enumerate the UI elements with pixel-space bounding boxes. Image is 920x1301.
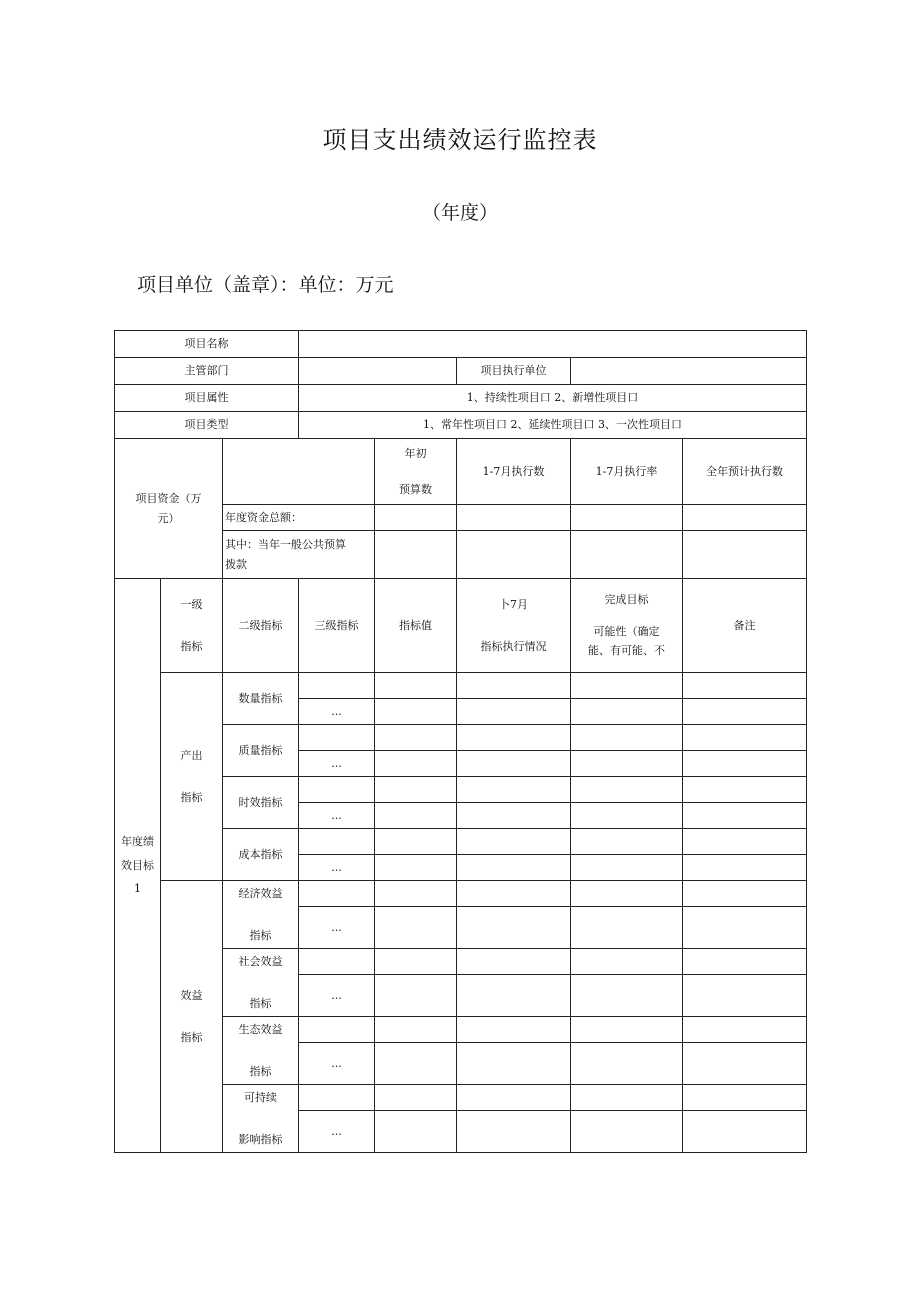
general-budget-rate[interactable] [571, 531, 683, 579]
l3-ellipsis[interactable]: ... [299, 1043, 375, 1085]
value-cell[interactable] [375, 855, 457, 881]
l3-cell[interactable] [299, 777, 375, 803]
quantity-indicator: 数量指标 [223, 673, 299, 725]
h-remark: 备注 [683, 579, 807, 673]
attribute-label: 项目属性 [115, 385, 299, 412]
quality-indicator: 质量指标 [223, 725, 299, 777]
remark-cell[interactable] [683, 673, 807, 699]
status-cell[interactable] [457, 855, 571, 881]
project-name-label: 项目名称 [115, 331, 299, 358]
remark-cell[interactable] [683, 1017, 807, 1043]
funds-label: 项目资金（万 元） [115, 439, 223, 579]
h-value: 指标值 [375, 579, 457, 673]
remark-cell[interactable] [683, 855, 807, 881]
l3-ellipsis[interactable]: ... [299, 855, 375, 881]
status-cell[interactable] [457, 1017, 571, 1043]
general-budget-label: 其中：当年一般公共预算 拨款 [223, 531, 375, 579]
remark-cell[interactable] [683, 803, 807, 829]
remark-cell[interactable] [683, 699, 807, 725]
l3-cell[interactable] [299, 949, 375, 975]
attribute-options[interactable]: 1、持续性项目口 2、新增性项目口 [299, 385, 807, 412]
remark-cell[interactable] [683, 725, 807, 751]
l3-cell[interactable] [299, 1017, 375, 1043]
col-initial-budget: 年初 预算数 [375, 439, 457, 505]
status-cell[interactable] [457, 725, 571, 751]
complete-cell[interactable] [571, 1043, 683, 1085]
status-cell[interactable] [457, 777, 571, 803]
general-budget-full[interactable] [683, 531, 807, 579]
annual-target-label: 年度绩 效目标 1 [115, 579, 161, 1153]
annual-total-rate[interactable] [571, 505, 683, 531]
page-subtitle: （年度） [421, 202, 498, 224]
row-type [115, 412, 807, 439]
complete-cell[interactable] [571, 725, 683, 751]
value-cell[interactable] [375, 725, 457, 751]
annual-total-initial[interactable] [375, 505, 457, 531]
social-indicator: 社会效益 指标 [223, 949, 299, 1017]
cost-indicator: 成本指标 [223, 829, 299, 881]
complete-cell[interactable] [571, 777, 683, 803]
complete-cell[interactable] [571, 829, 683, 855]
value-cell[interactable] [375, 975, 457, 1017]
remark-cell[interactable] [683, 751, 807, 777]
remark-cell[interactable] [683, 881, 807, 907]
l3-cell[interactable] [299, 673, 375, 699]
funds-blank [223, 439, 375, 505]
row-indicator-header [115, 579, 807, 673]
complete-cell[interactable] [571, 855, 683, 881]
complete-cell[interactable] [571, 907, 683, 949]
value-cell[interactable] [375, 1017, 457, 1043]
row-attribute [115, 385, 807, 412]
l3-ellipsis[interactable]: ... [299, 907, 375, 949]
annual-total-full[interactable] [683, 505, 807, 531]
remark-cell[interactable] [683, 1085, 807, 1111]
economic-indicator: 经济效益 指标 [223, 881, 299, 949]
status-cell[interactable] [457, 673, 571, 699]
col-exec-count: 1-7月执行数 [457, 439, 571, 505]
value-cell[interactable] [375, 1085, 457, 1111]
h-status: 卜7月 指标执行情况 [457, 579, 571, 673]
competent-dept-value[interactable] [299, 358, 457, 385]
complete-cell[interactable] [571, 803, 683, 829]
row-funds-header [115, 439, 807, 505]
col-full-year: 全年预计执行数 [683, 439, 807, 505]
row-project-name [115, 331, 807, 358]
h-level3: 三级指标 [299, 579, 375, 673]
status-cell[interactable] [457, 949, 571, 975]
h-level1: 一级 指标 [161, 579, 223, 673]
l3-ellipsis[interactable]: ... [299, 751, 375, 777]
complete-cell[interactable] [571, 1085, 683, 1111]
h-level2: 二级指标 [223, 579, 299, 673]
remark-cell[interactable] [683, 777, 807, 803]
page-title: 项目支出绩效运行监控表 [322, 126, 598, 154]
value-cell[interactable] [375, 1111, 457, 1153]
complete-cell[interactable] [571, 881, 683, 907]
l3-ellipsis[interactable]: ... [299, 803, 375, 829]
complete-cell[interactable] [571, 975, 683, 1017]
remark-cell[interactable] [683, 1043, 807, 1085]
type-label: 项目类型 [115, 412, 299, 439]
type-options[interactable]: 1、常年性项目口 2、延续性项目口 3、一次性项目口 [299, 412, 807, 439]
complete-cell[interactable] [571, 751, 683, 777]
remark-cell[interactable] [683, 907, 807, 949]
status-cell[interactable] [457, 699, 571, 725]
complete-cell[interactable] [571, 949, 683, 975]
row-competent-dept [115, 358, 807, 385]
row-economic-1 [115, 881, 807, 907]
h-complete: 完成目标 可能性（确定 能、有可能、不 [571, 579, 683, 673]
monitor-table [114, 330, 807, 1153]
status-cell[interactable] [457, 1043, 571, 1085]
value-cell[interactable] [375, 673, 457, 699]
remark-cell[interactable] [683, 1111, 807, 1153]
eco-indicator: 生态效益 指标 [223, 1017, 299, 1085]
general-budget-count[interactable] [457, 531, 571, 579]
annual-total-count[interactable] [457, 505, 571, 531]
remark-cell[interactable] [683, 829, 807, 855]
l3-cell[interactable] [299, 829, 375, 855]
value-cell[interactable] [375, 949, 457, 975]
status-cell[interactable] [457, 975, 571, 1017]
value-cell[interactable] [375, 1043, 457, 1085]
l3-cell[interactable] [299, 1085, 375, 1111]
status-cell[interactable] [457, 1111, 571, 1153]
status-cell[interactable] [457, 751, 571, 777]
exec-unit-value[interactable] [571, 358, 807, 385]
l3-cell[interactable] [299, 725, 375, 751]
value-cell[interactable] [375, 829, 457, 855]
value-cell[interactable] [375, 751, 457, 777]
value-cell[interactable] [375, 699, 457, 725]
complete-cell[interactable] [571, 699, 683, 725]
value-cell[interactable] [375, 881, 457, 907]
col-exec-rate: 1-7月执行率 [571, 439, 683, 505]
l3-ellipsis[interactable]: ... [299, 975, 375, 1017]
annual-total-label: 年度资金总额： [223, 505, 375, 531]
status-cell[interactable] [457, 803, 571, 829]
output-indicator: 产出 指标 [161, 673, 223, 881]
remark-cell[interactable] [683, 949, 807, 975]
unit-line: 项目单位（盖章）：单位：万元 [137, 274, 394, 296]
status-cell[interactable] [457, 1085, 571, 1111]
complete-cell[interactable] [571, 1111, 683, 1153]
complete-cell[interactable] [571, 1017, 683, 1043]
value-cell[interactable] [375, 907, 457, 949]
complete-cell[interactable] [571, 673, 683, 699]
status-cell[interactable] [457, 829, 571, 855]
l3-cell[interactable] [299, 881, 375, 907]
competent-dept-label: 主管部门 [115, 358, 299, 385]
remark-cell[interactable] [683, 975, 807, 1017]
project-name-value[interactable] [299, 331, 807, 358]
timeliness-indicator: 时效指标 [223, 777, 299, 829]
sustain-indicator: 可持续 影响指标 [223, 1085, 299, 1153]
value-cell[interactable] [375, 777, 457, 803]
value-cell[interactable] [375, 803, 457, 829]
benefit-indicator: 效益 指标 [161, 881, 223, 1153]
status-cell[interactable] [457, 907, 571, 949]
exec-unit-label: 项目执行单位 [457, 358, 571, 385]
general-budget-initial[interactable] [375, 531, 457, 579]
l3-ellipsis[interactable]: ... [299, 1111, 375, 1153]
status-cell[interactable] [457, 881, 571, 907]
l3-ellipsis[interactable]: ... [299, 699, 375, 725]
row-quantity-1 [115, 673, 807, 699]
